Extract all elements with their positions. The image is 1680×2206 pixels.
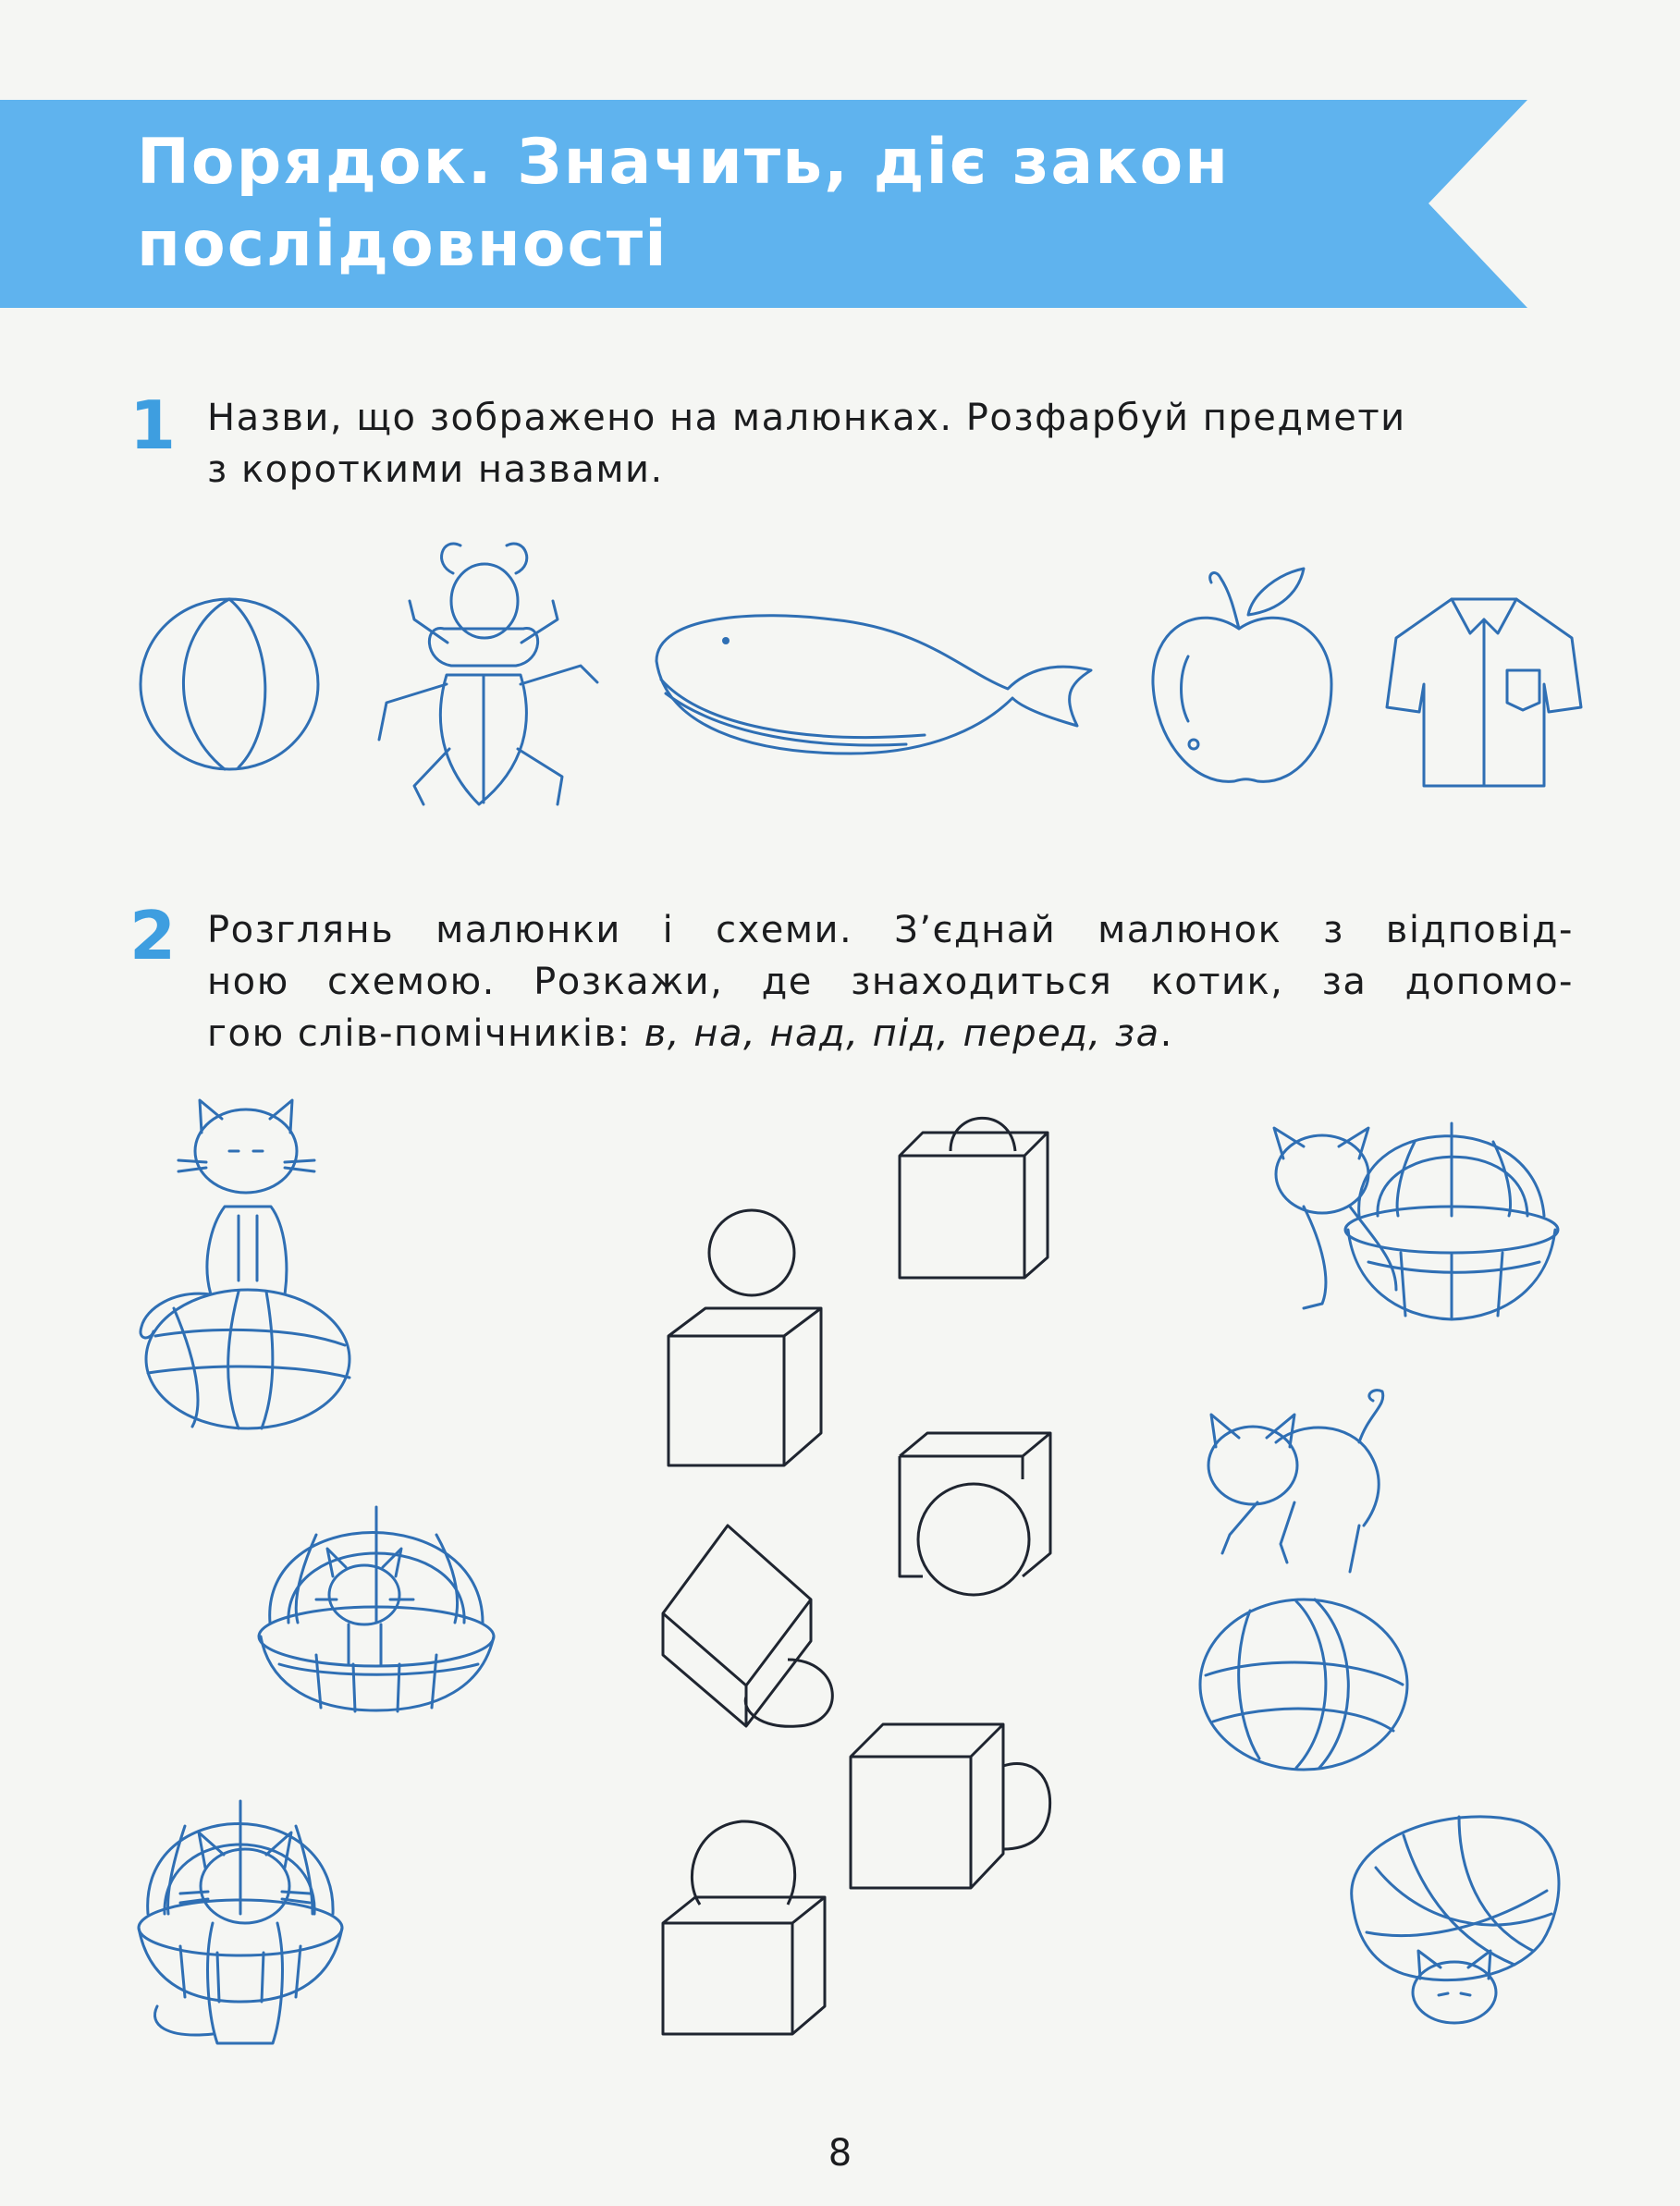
cat-in-basket-icon[interactable] [129,1775,351,2053]
task-1-instructions [207,392,1576,496]
sphere-on-cube-icon[interactable] [658,1812,834,2039]
task-2-line-2: ною схемою. Розкажи, де знаходиться котик, за допомо- [207,961,1574,1003]
shirt-icon [1382,592,1586,790]
task-2-line-3 [207,1008,1574,1060]
page-title-line-2: послідовності [137,208,668,281]
cat-under-basket-icon[interactable] [1339,1803,1570,2034]
task-number-1: 1 [129,386,177,464]
cat-in-basket-icon[interactable] [251,1465,501,1715]
cat-above-basket-icon[interactable] [1202,1387,1419,1586]
task-2-line-1: Розглянь малюнки і схеми. З’єднай малюнок з відповід- [207,909,1574,951]
helper-words: в, на, над, під, перед, за [644,1012,1160,1055]
task-2-instructions [207,904,1574,1060]
task-1-line-1: Назви, що зображено на малюнках. Розфарбуй предмети [207,397,1406,439]
task-number-2: 2 [129,897,177,974]
page-title-line-1: Порядок. Значить, діє закон [137,126,1231,199]
task-2-line-3-start: гою слів-помічників: [207,1012,644,1055]
sphere-in-front-of-cube-icon[interactable] [895,1428,1057,1599]
title-banner [0,100,1680,308]
cat-in-front-of-basket-icon[interactable] [1267,1105,1581,1336]
beetle-icon [368,527,618,823]
basket-upturned-icon [1195,1583,1412,1772]
page-number: 8 [828,2132,852,2175]
task-1-line-2: з короткими назвами. [207,448,664,491]
apple-icon [1142,564,1341,790]
sphere-in-cube-icon[interactable] [895,1100,1061,1281]
task-2-line-3-end: . [1159,1012,1173,1055]
cat-on-basket-icon[interactable] [137,1096,363,1433]
sphere-above-cube-icon[interactable] [664,1207,830,1470]
whale-icon [647,606,1105,763]
ball-icon [137,592,326,777]
sphere-under-cube-icon[interactable] [658,1521,843,1729]
sphere-behind-cube-icon[interactable] [846,1720,1054,1891]
